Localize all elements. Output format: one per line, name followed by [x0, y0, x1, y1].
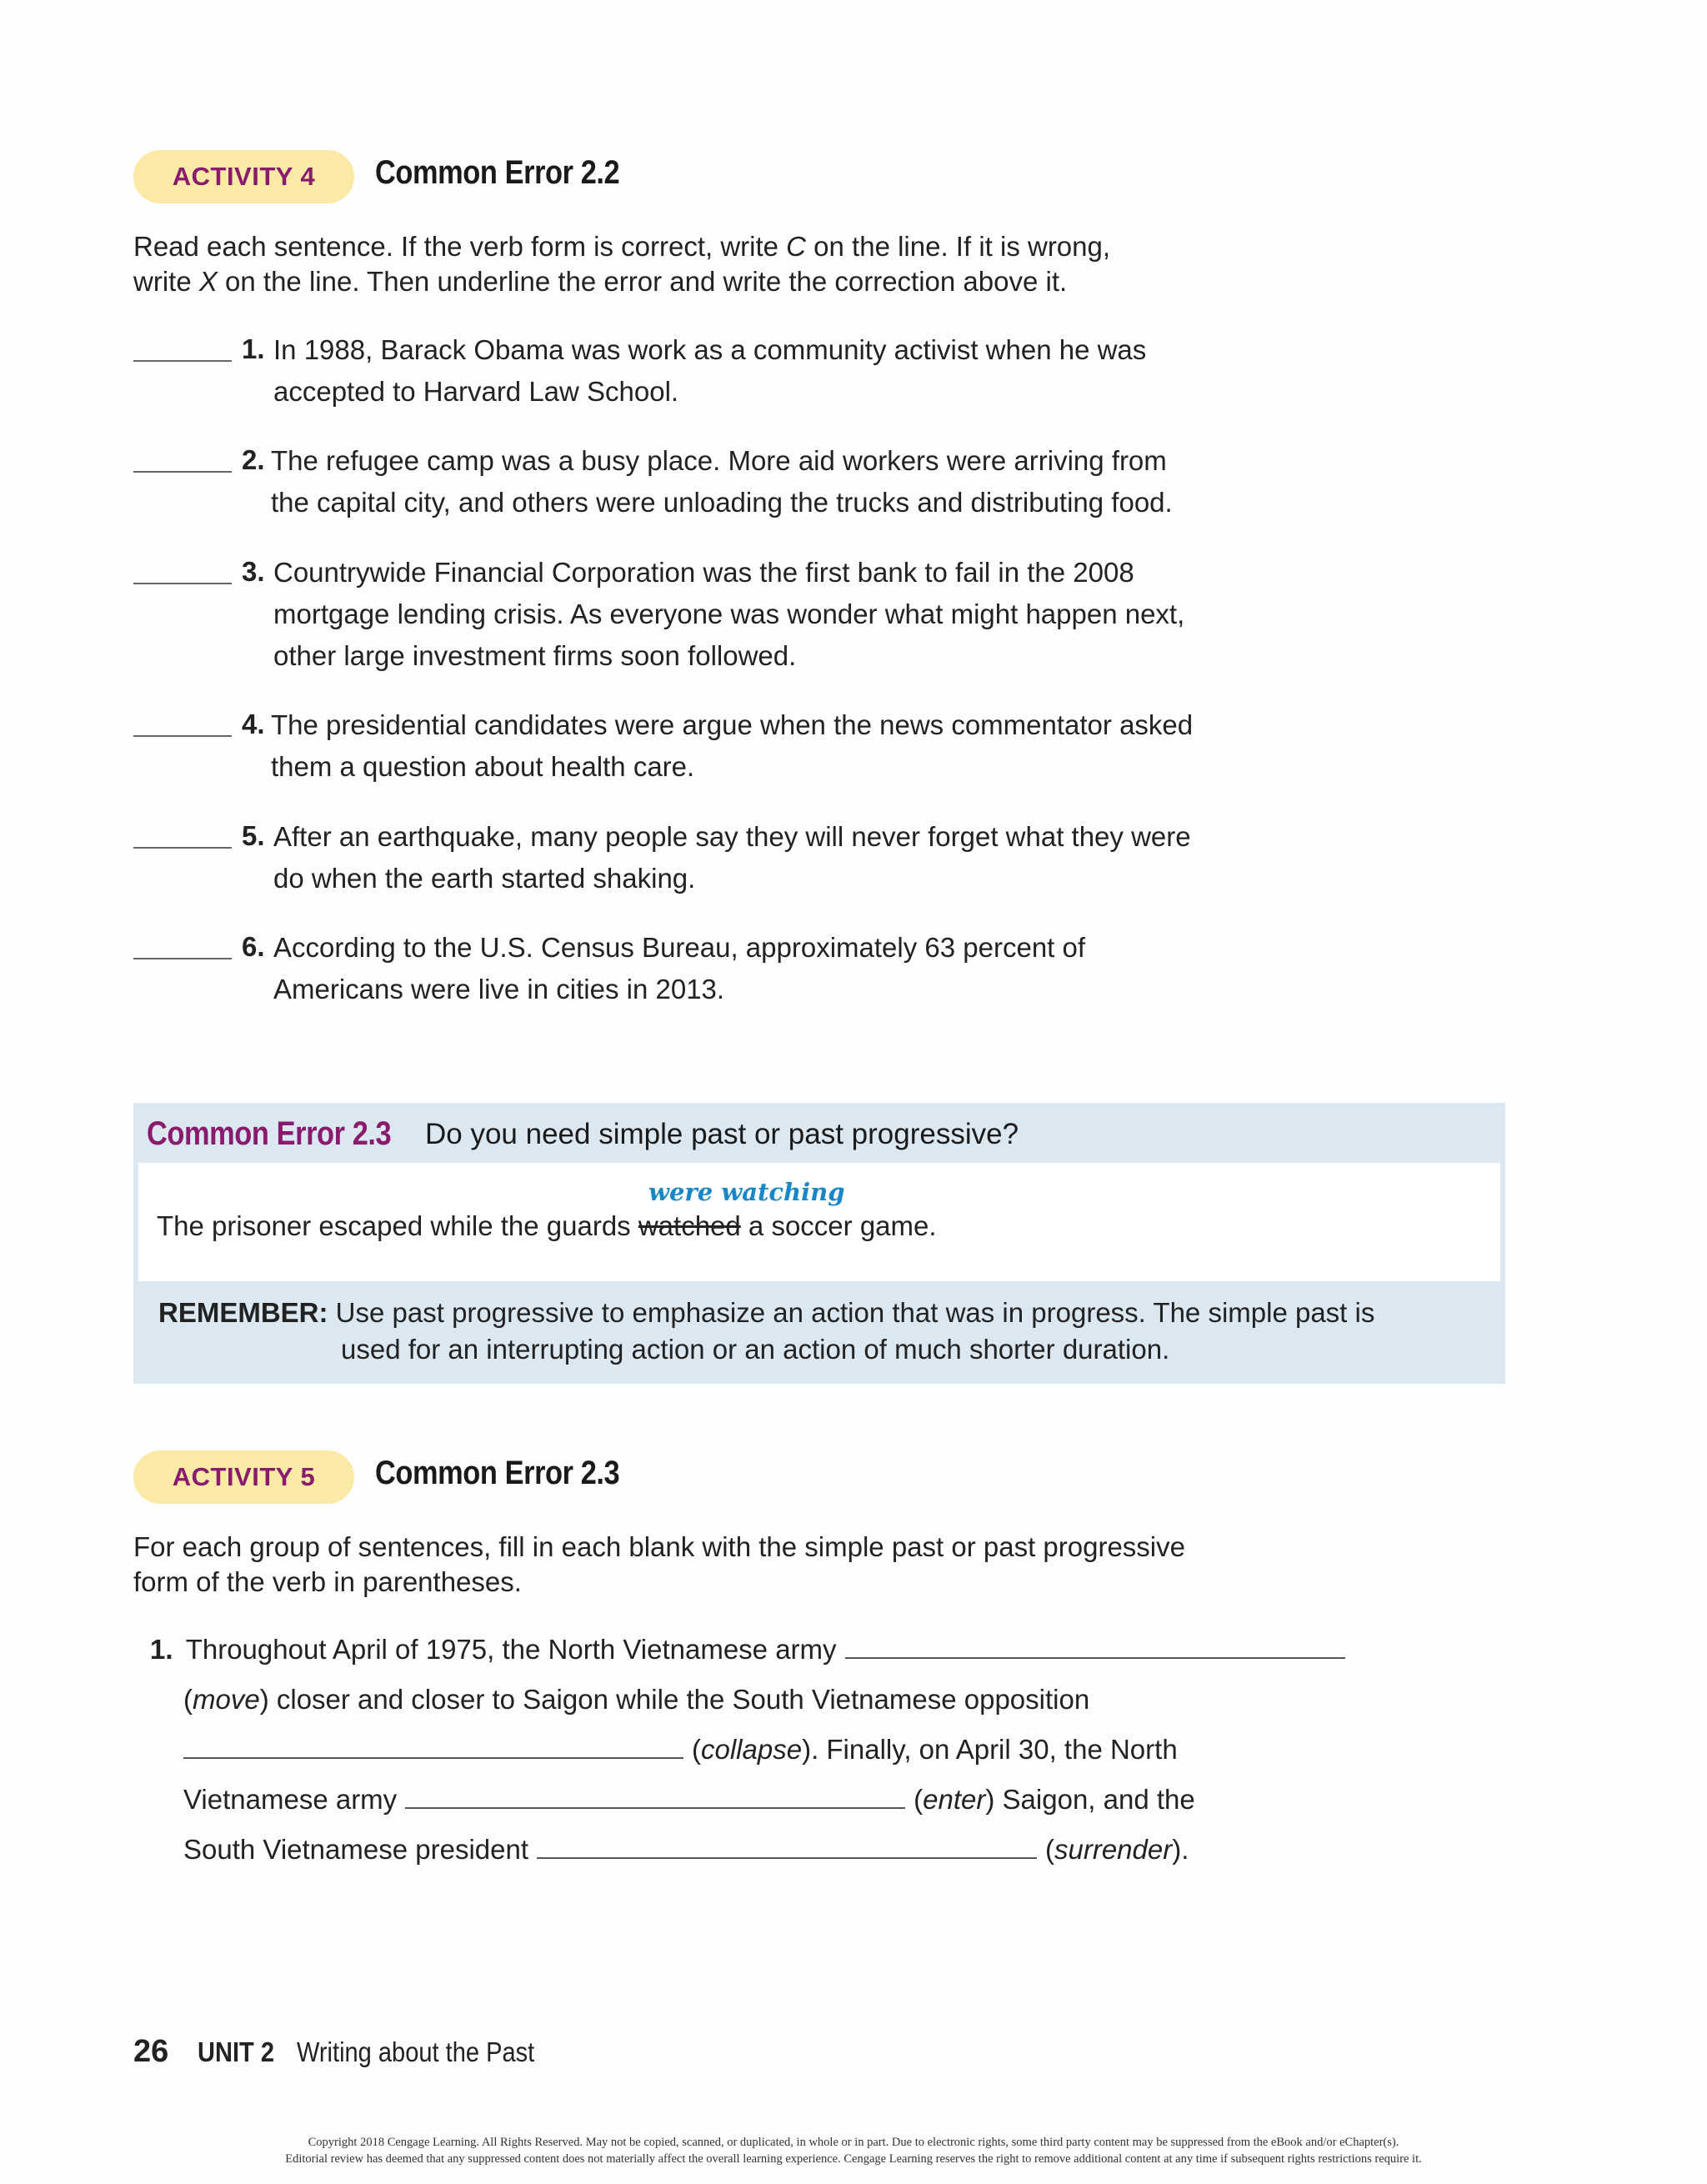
common-error-label: Common Error 2.3 — [147, 1115, 392, 1152]
answer-blank[interactable] — [133, 471, 232, 473]
blank-surrender[interactable] — [537, 1857, 1037, 1859]
remember-label: REMEMBER: — [158, 1297, 328, 1328]
page-number: 26 — [133, 2034, 169, 2069]
blank-collapse[interactable] — [183, 1757, 683, 1759]
item-number: 4. — [242, 709, 265, 739]
example-sentence: The prisoner escaped while the guards watched a soccer game. — [157, 1210, 937, 1241]
common-error-question: Do you need simple past or past progressive? — [425, 1118, 1019, 1150]
answer-blank[interactable] — [133, 847, 232, 849]
item-number: 1. — [150, 1634, 173, 1665]
blank-enter[interactable] — [405, 1807, 905, 1809]
activity-5-item: 1. Throughout April of 1975, the North Vietnamese army (move) closer and closer to Saigon while the South Vietnamese opposition (collapse). Finally, on April 30, the North Vietnamese army (enter) Saigon, and the South Vietnamese president (surrender). — [150, 1634, 1400, 1884]
activity-4-title: Common Error 2.2 — [375, 154, 620, 191]
answer-blank[interactable] — [133, 583, 232, 584]
activity-5-instructions: For each group of sentences, fill in each blank with the simple past or past progressive form of the verb in parentheses. — [133, 1531, 1185, 1597]
item-number: 5. — [242, 820, 265, 851]
common-error-box — [133, 1103, 1505, 1384]
copyright-notice: Copyright 2018 Cengage Learning. All Rights Reserved. May not be copied, scanned, or duplicated, in whole or in part. Due to electronic rights, some third party content may be suppressed from the eBook and/or eChapter(s). Editorial review has deemed that any suppressed content does not materially affect the overall learning experience. Cengage Learning reserves the right to remove additional content at any time if subsequent rights restrictions require it. — [285, 2136, 1422, 2166]
item-text: Countrywide Financial Corporation was the first bank to fail in the 2008 mortgage lending crisis. As everyone was wonder what might happen next, other large investment firms soon followed. — [273, 557, 1185, 671]
unit-title: Writing about the Past — [296, 2036, 534, 2067]
activity-5-title: Common Error 2.3 — [375, 1455, 620, 1491]
unit-label: UNIT 2 — [197, 2036, 274, 2067]
item-number: 1. — [242, 333, 265, 364]
answer-blank[interactable] — [133, 360, 232, 362]
item-text: In 1988, Barack Obama was work as a community activist when he was accepted to Harvard Law School. — [273, 334, 1147, 407]
item-text: The refugee camp was a busy place. More aid workers were arriving from the capital city, and others were unloading the trucks and distributing food. — [271, 445, 1173, 518]
remember-note: REMEMBER: Use past progressive to emphasize an action that was in progress. The simple past is used for an interrupting action or an action of much shorter duration. — [158, 1297, 1375, 1365]
item-text: The presidential candidates were argue when the news commentator asked them a question about health care. — [271, 709, 1194, 782]
page-footer — [133, 2034, 567, 2070]
item-text: According to the U.S. Census Bureau, approximately 63 percent of Americans were live in cities in 2013. — [273, 932, 1086, 1004]
answer-blank[interactable] — [133, 735, 232, 737]
item-number: 3. — [242, 556, 265, 587]
item-number: 2. — [242, 444, 265, 475]
activity-4-instructions: Read each sentence. If the verb form is correct, write C on the line. If it is wrong, write X on the line. Then underline the error and write the correction above it. — [133, 231, 1111, 297]
struck-verb: watched — [638, 1210, 741, 1241]
item-number: 6. — [242, 931, 265, 962]
handwritten-correction: were watching — [648, 1178, 845, 1206]
blank-move[interactable] — [845, 1657, 1345, 1659]
answer-blank[interactable] — [133, 958, 232, 959]
activity-5-badge: ACTIVITY 5 — [133, 1450, 354, 1504]
example-panel — [138, 1163, 1500, 1281]
activity-4-badge: ACTIVITY 4 — [133, 150, 354, 203]
item-text: After an earthquake, many people say they will never forget what they were do when the earth started shaking. — [273, 821, 1191, 894]
